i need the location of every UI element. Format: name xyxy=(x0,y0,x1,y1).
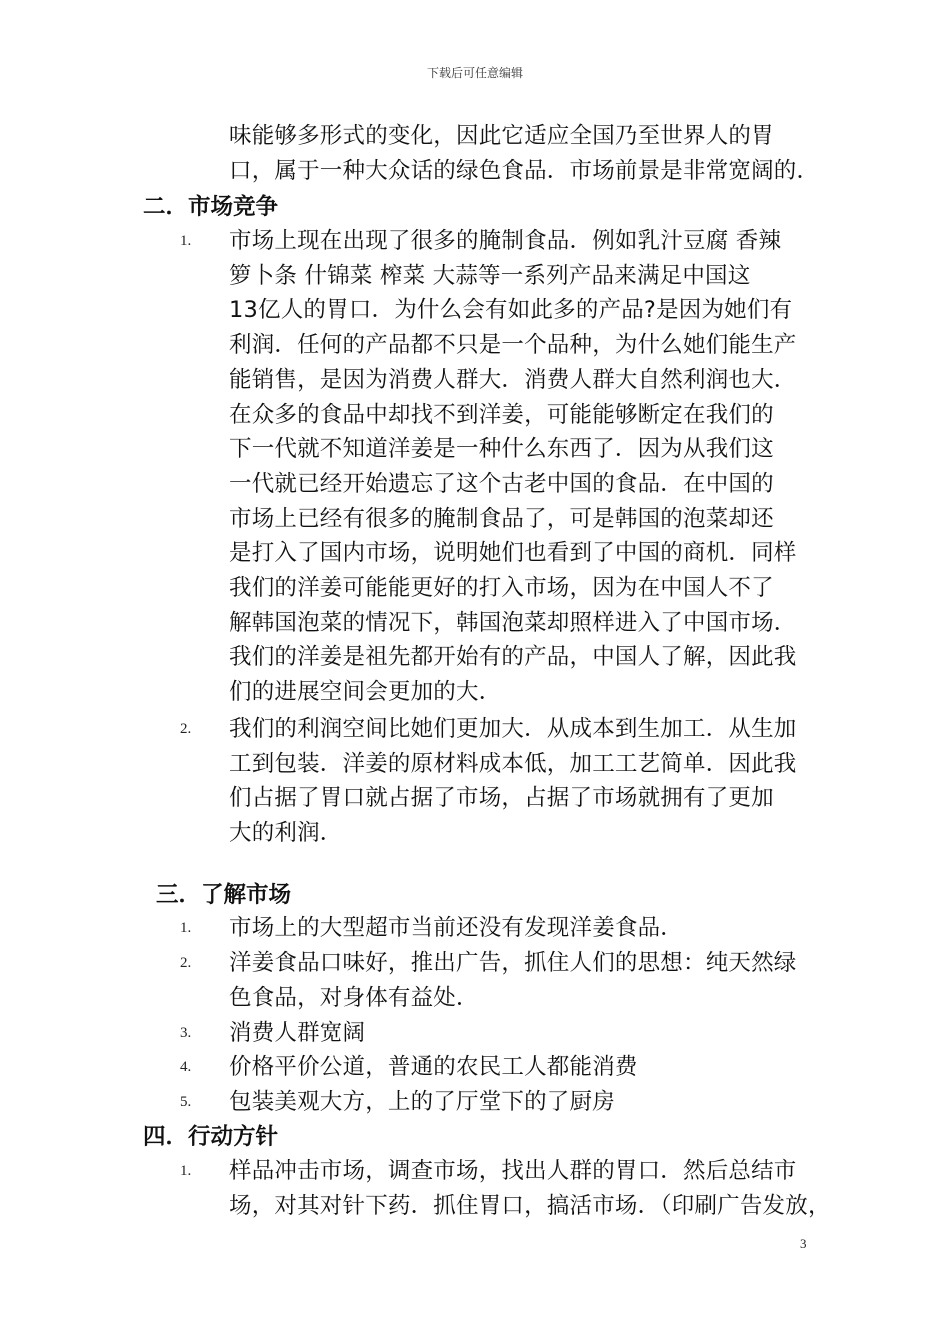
section-heading: 二．市场竞争 xyxy=(143,194,279,220)
intro-line: 口，属于一种大众话的绿色食品．市场前景是非常宽阔的． xyxy=(229,158,820,184)
list-item-line: 场，对其对针下药．抓住胃口，搞活市场．（印刷广告发放， xyxy=(229,1193,831,1219)
list-item-line: 箩卜条 什锦菜 榨菜 大蒜等一系列产品来满足中国这 xyxy=(229,263,751,289)
list-item-line: 市场上的大型超市当前还没有发现洋姜食品． xyxy=(229,915,684,941)
list-number: 1. xyxy=(180,233,192,249)
list-item-line: 消费人群宽阔 xyxy=(229,1020,366,1046)
list-item-line: 利润．任何的产品都不只是一个品种，为什么她们能生产 xyxy=(229,332,797,358)
list-item-line: 包装美观大方，上的了厅堂下的了厨房 xyxy=(229,1089,615,1115)
page-header: 下载后可任意编辑 xyxy=(426,66,523,80)
list-item-line: 市场上已经有很多的腌制食品了，可是韩国的泡菜却还 xyxy=(229,506,774,532)
list-number: 1. xyxy=(180,920,192,936)
list-item-line: 下一代就不知道洋姜是一种什么东西了．因为从我们这 xyxy=(229,436,774,462)
list-item-line: 们占据了胃口就占据了市场，占据了市场就拥有了更加 xyxy=(229,785,774,811)
list-item-line: 13亿人的胃口．为什么会有如此多的产品?是因为她们有 xyxy=(229,297,793,323)
list-item-line: 工到包装．洋姜的原材料成本低，加工工艺简单．因此我 xyxy=(229,751,797,777)
list-item-line: 样品冲击市场，调查市场，找出人群的胃口．然后总结市 xyxy=(229,1158,797,1184)
list-item-line: 价格平价公道，普通的农民工人都能消费 xyxy=(229,1054,638,1080)
list-item-line: 我们的洋姜可能能更好的打入市场，因为在中国人不了 xyxy=(229,575,774,601)
list-number: 2. xyxy=(180,721,192,737)
list-number: 2. xyxy=(180,955,192,971)
list-item-line: 一代就已经开始遗忘了这个古老中国的食品．在中国的 xyxy=(229,471,774,497)
intro-line: 味能够多形式的变化，因此它适应全国乃至世界人的胃 xyxy=(229,123,774,149)
section-heading: 四．行动方针 xyxy=(143,1124,279,1150)
list-item-line: 能销售，是因为消费人群大．消费人群大自然利润也大． xyxy=(229,367,797,393)
list-item-line: 我们的利润空间比她们更加大．从成本到生加工．从生加 xyxy=(229,716,797,742)
list-number: 1. xyxy=(180,1163,192,1179)
list-item-line: 市场上现在出现了很多的腌制食品．例如乳汁豆腐 香辣 xyxy=(229,228,782,254)
list-number: 4. xyxy=(180,1059,192,1075)
list-item-line: 是打入了国内市场，说明她们也看到了中国的商机．同样 xyxy=(229,540,797,566)
list-item-line: 在众多的食品中却找不到洋姜，可能能够断定在我们的 xyxy=(229,402,774,428)
list-number: 3. xyxy=(180,1025,192,1041)
list-item-line: 们的进展空间会更加的大． xyxy=(229,679,502,705)
list-item-line: 大的利润． xyxy=(229,820,343,846)
list-number: 5. xyxy=(180,1094,192,1110)
list-item-line: 洋姜食品口味好，推出广告，抓住人们的思想：纯天然绿 xyxy=(229,950,797,976)
page-number: 3 xyxy=(800,1236,807,1251)
list-item-line: 色食品，对身体有益处． xyxy=(229,985,479,1011)
section-heading: 三．了解市场 xyxy=(156,882,292,908)
list-item-line: 解韩国泡菜的情况下，韩国泡菜却照样进入了中国市场． xyxy=(229,610,797,636)
list-item-line: 我们的洋姜是祖先都开始有的产品，中国人了解，因此我 xyxy=(229,644,797,670)
